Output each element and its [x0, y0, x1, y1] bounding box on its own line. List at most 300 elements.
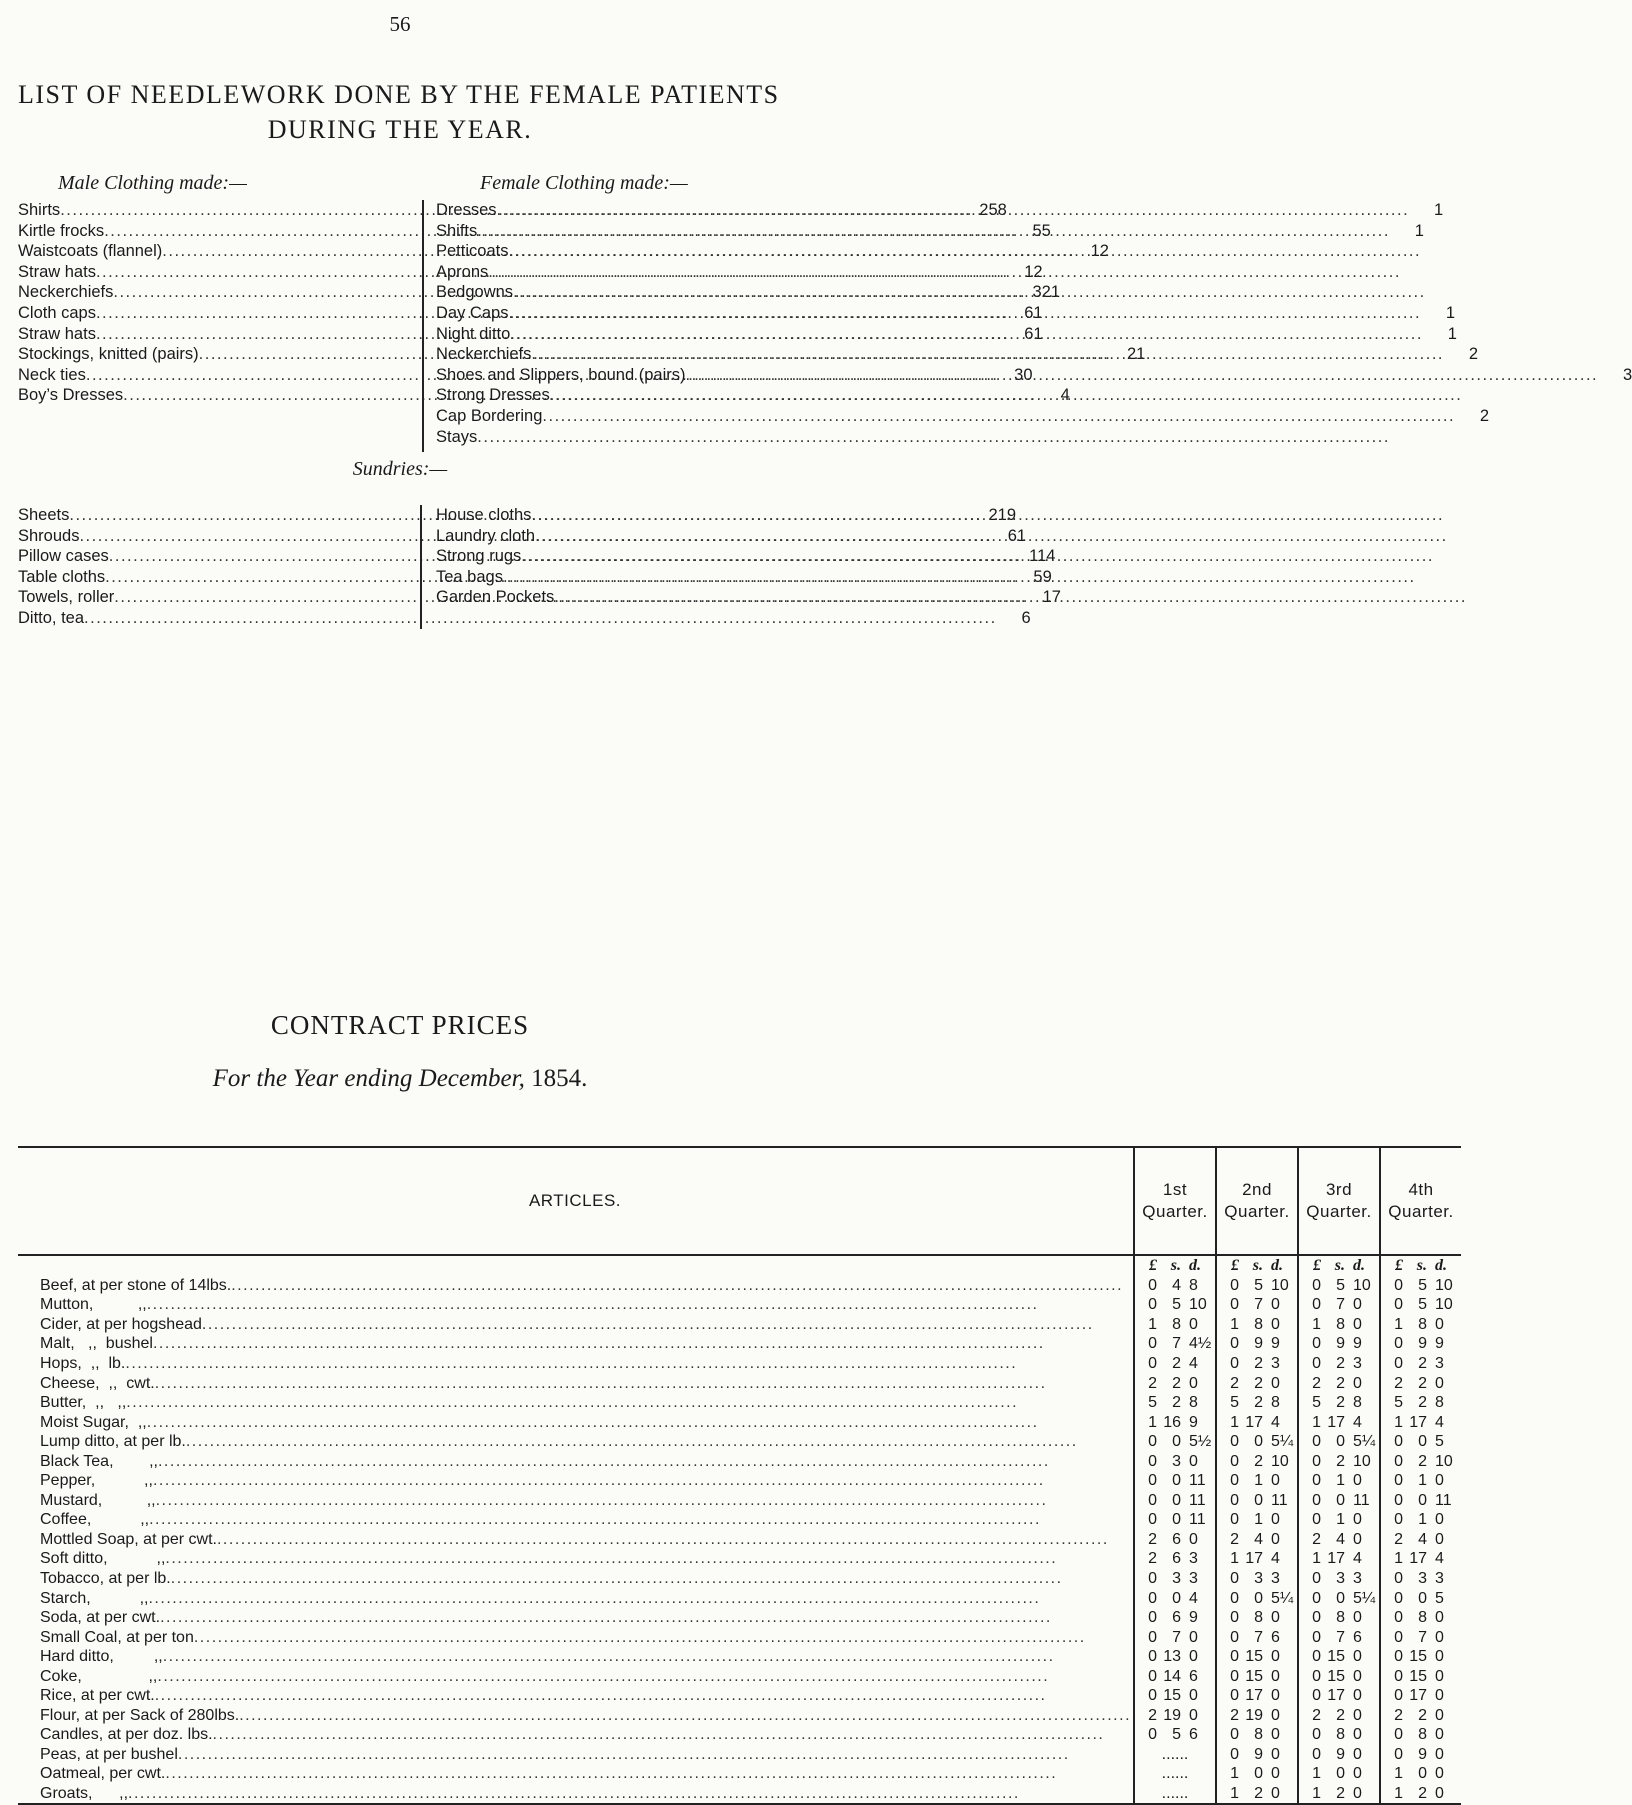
price-pounds: 0	[1148, 1570, 1158, 1588]
price-pounds: 1	[1394, 1413, 1404, 1431]
dot-leader	[171, 1569, 1131, 1588]
price-shillings: 15	[1245, 1648, 1264, 1666]
price-pence: 0	[1435, 1315, 1444, 1333]
price-pounds: 2	[1230, 1374, 1240, 1392]
price-pounds: 0	[1312, 1355, 1322, 1372]
article-cell	[18, 1276, 1134, 1296]
price-q4	[1380, 1315, 1461, 1335]
price-shillings: 6	[1172, 1609, 1182, 1627]
price-q1	[1134, 1764, 1216, 1784]
price-shillings: 17	[1327, 1413, 1346, 1431]
dot-leader	[513, 282, 1426, 303]
price-q1	[1134, 1549, 1216, 1569]
price-q4	[1380, 1354, 1461, 1374]
dot-leader	[178, 1745, 1131, 1764]
sundries.left-item-label: Ditto, tea	[18, 608, 85, 627]
price-q1	[1134, 1569, 1216, 1589]
currency-pence: d.	[1271, 1257, 1284, 1275]
price-blank: ......	[1161, 1745, 1189, 1763]
article	[18, 1628, 1131, 1647]
female.items-item-label: Shifts	[436, 221, 478, 240]
price-q2	[1216, 1451, 1298, 1471]
male.items-item-label: Waistcoats (flannel)	[18, 242, 163, 261]
price-pence: 3	[1271, 1570, 1280, 1588]
price-shillings: 3	[1418, 1570, 1428, 1588]
table-row	[18, 1784, 1461, 1805]
article-name: Rice, at per cwt.	[40, 1687, 155, 1705]
table-row	[18, 1471, 1461, 1491]
for-year-line	[0, 1065, 800, 1093]
price-q2	[1216, 1745, 1298, 1765]
table-row	[18, 1295, 1461, 1315]
article	[18, 1706, 1131, 1725]
article-name: Malt, ,, bushel	[40, 1335, 153, 1353]
article-name: Beef, at per stone of 14lbs.	[40, 1276, 232, 1294]
price-pence: 4	[1435, 1550, 1444, 1568]
article	[18, 1432, 1131, 1451]
price-pence: 0	[1353, 1726, 1362, 1744]
price-pounds: 0	[1394, 1335, 1404, 1353]
price-pence: 0	[1435, 1765, 1444, 1783]
price-pounds: 0	[1230, 1355, 1240, 1372]
price-shillings: 1	[1418, 1472, 1428, 1490]
price-pounds: 1	[1230, 1765, 1240, 1783]
price-pounds: 0	[1230, 1511, 1240, 1529]
price-q4	[1380, 1745, 1461, 1765]
currency-header	[1298, 1255, 1380, 1276]
price-shillings: 8	[1254, 1726, 1264, 1744]
price-shillings: 8	[1418, 1726, 1428, 1744]
price-shillings: 2	[1254, 1785, 1264, 1803]
page-title: LIST OF NEEDLEWORK DONE BY THE FEMALE PATIENTS	[18, 80, 780, 109]
article-cell	[18, 1432, 1134, 1452]
price-shillings: 2	[1336, 1452, 1346, 1470]
article	[18, 1589, 1131, 1608]
dot-leader	[239, 1706, 1131, 1725]
price-q4	[1380, 1725, 1461, 1745]
price-q4	[1380, 1706, 1461, 1726]
price-q1	[1134, 1725, 1216, 1745]
article-name: Coke, ,,	[40, 1667, 158, 1685]
article-cell	[18, 1764, 1134, 1784]
price-pence: 0	[1189, 1706, 1198, 1724]
article-cell	[18, 1334, 1134, 1354]
female.items-item-count: 1	[1414, 221, 1424, 240]
dot-leader	[217, 1530, 1131, 1549]
table-row	[18, 1745, 1461, 1765]
price-pounds: 0	[1148, 1433, 1158, 1451]
price-pounds: 0	[1394, 1667, 1404, 1685]
article-name: Soft ditto, ,,	[40, 1550, 166, 1568]
price-pence: 0	[1435, 1745, 1444, 1763]
female.items-item-label: Strong Dresses	[436, 386, 550, 405]
price-pounds: 0	[1312, 1667, 1322, 1685]
contract-prices-table	[18, 1146, 1461, 1805]
price-pence: 0	[1271, 1530, 1280, 1548]
price-pence: 0	[1435, 1530, 1444, 1548]
price-pounds: 0	[1394, 1296, 1404, 1314]
price-q1	[1134, 1608, 1216, 1628]
price-pence: 10	[1353, 1452, 1371, 1470]
price-pounds: 0	[1394, 1628, 1404, 1646]
price-pence: 5¼	[1353, 1589, 1376, 1607]
article-name: Moist Sugar, ,,	[40, 1413, 147, 1431]
currency-pence: d.	[1435, 1257, 1448, 1275]
article-name: Candles, at per doz. lbs.	[40, 1726, 213, 1744]
male.items-item-count: 12	[1090, 242, 1109, 261]
price-pence: 5	[1435, 1589, 1444, 1607]
price-shillings: 2	[1254, 1355, 1264, 1372]
price-pounds: 0	[1148, 1355, 1158, 1372]
sundries.left-item-label: Towels, roller	[18, 588, 115, 607]
female.items-item-label: Neckerchiefs	[436, 345, 532, 364]
dot-leader	[153, 1334, 1131, 1353]
price-shillings: 2	[1254, 1394, 1264, 1412]
price-pounds: 1	[1312, 1765, 1322, 1783]
price-pounds: 2	[1394, 1530, 1404, 1548]
price-pounds: 0	[1312, 1276, 1322, 1294]
price-q3	[1298, 1451, 1380, 1471]
price-pounds: 0	[1394, 1609, 1404, 1627]
price-shillings: 0	[1336, 1433, 1346, 1451]
article	[18, 1725, 1131, 1744]
price-shillings: 9	[1418, 1335, 1428, 1353]
article-name: Oatmeal, per cwt.	[40, 1765, 166, 1783]
article-cell	[18, 1354, 1134, 1374]
price-q2	[1216, 1588, 1298, 1608]
dot-leader	[148, 1589, 1131, 1608]
dot-leader	[125, 1354, 1131, 1373]
price-shillings: 8	[1336, 1726, 1346, 1744]
price-pounds: 2	[1312, 1374, 1322, 1392]
female.items-item	[436, 241, 800, 262]
price-q3	[1298, 1295, 1380, 1315]
price-q1	[1134, 1315, 1216, 1335]
price-shillings: 2	[1172, 1355, 1182, 1372]
article-name: Butter, ,, ,,	[40, 1394, 127, 1412]
price-shillings: 15	[1327, 1667, 1346, 1685]
price-shillings: 8	[1336, 1315, 1346, 1333]
currency-pence: d.	[1353, 1257, 1366, 1275]
price-q4	[1380, 1295, 1461, 1315]
article-cell	[18, 1569, 1134, 1589]
price-shillings: 8	[1254, 1609, 1264, 1627]
price-pounds: 0	[1230, 1589, 1240, 1607]
price-shillings: 2	[1418, 1394, 1428, 1412]
price-pence: 0	[1353, 1315, 1362, 1333]
price-q4	[1380, 1412, 1461, 1432]
article	[18, 1745, 1131, 1764]
price-pence: 0	[1271, 1706, 1280, 1724]
price-pence: 0	[1189, 1374, 1198, 1392]
price-pence: 11	[1189, 1511, 1206, 1529]
price-pounds: 1	[1312, 1550, 1322, 1568]
table-row	[18, 1686, 1461, 1706]
price-pounds: 2	[1394, 1374, 1404, 1392]
price-q3	[1298, 1315, 1380, 1335]
price-pounds: 0	[1230, 1570, 1240, 1588]
female.items-item-label: Stays	[436, 427, 478, 446]
sundries.left-item-count: 59	[1033, 567, 1052, 586]
female.items-item	[436, 427, 800, 448]
price-pounds: 5	[1230, 1394, 1240, 1412]
price-q3	[1298, 1334, 1380, 1354]
article-name: Starch, ,,	[40, 1589, 149, 1607]
price-q2	[1216, 1686, 1298, 1706]
price-pence: 0	[1435, 1785, 1444, 1803]
price-pounds: 2	[1148, 1550, 1158, 1568]
price-shillings: 0	[1418, 1765, 1428, 1783]
article-cell	[18, 1608, 1134, 1628]
article-name: Tobacco, at per lb.	[40, 1570, 171, 1588]
price-q1	[1134, 1530, 1216, 1550]
male.items-item-count: 4	[1060, 386, 1070, 405]
price-pounds: 0	[1148, 1687, 1158, 1705]
price-pounds: 0	[1312, 1648, 1322, 1666]
article	[18, 1686, 1131, 1705]
article	[18, 1276, 1131, 1295]
price-q4	[1380, 1510, 1461, 1530]
price-pounds: 0	[1394, 1687, 1404, 1705]
price-shillings: 2	[1254, 1452, 1264, 1470]
price-pounds: 0	[1148, 1472, 1158, 1490]
price-shillings: 15	[1245, 1667, 1264, 1685]
currency-pounds: £	[1395, 1257, 1404, 1275]
price-q2	[1216, 1334, 1298, 1354]
page-subtitle: DURING THE YEAR.	[267, 115, 533, 144]
price-pounds: 0	[1394, 1452, 1404, 1470]
article	[18, 1491, 1131, 1510]
price-pence: 10	[1435, 1276, 1453, 1294]
price-q3	[1298, 1784, 1380, 1805]
price-pence: 0	[1271, 1726, 1280, 1744]
price-q3	[1298, 1569, 1380, 1589]
price-shillings: 1	[1254, 1511, 1264, 1529]
price-shillings: 7	[1336, 1628, 1346, 1646]
price-pounds: 0	[1312, 1726, 1322, 1744]
sundries.right-item-label: House cloths	[436, 506, 532, 524]
price-shillings: 0	[1336, 1765, 1346, 1783]
price-q3	[1298, 1647, 1380, 1667]
price-pence: 9	[1189, 1413, 1198, 1431]
price-pounds: 0	[1312, 1296, 1322, 1314]
price-pounds: 2	[1148, 1530, 1158, 1548]
female.items-item	[436, 282, 800, 303]
male.items-item-count: 61	[1024, 303, 1043, 322]
price-shillings: 1	[1336, 1472, 1346, 1490]
price-pounds: 0	[1148, 1276, 1158, 1294]
price-pence: 0	[1435, 1706, 1444, 1724]
article-cell	[18, 1295, 1134, 1315]
price-shillings: 3	[1336, 1570, 1346, 1588]
price-pounds: 0	[1312, 1491, 1322, 1509]
price-q3	[1298, 1373, 1380, 1393]
price-pounds: 1	[1394, 1785, 1404, 1803]
price-q3	[1298, 1510, 1380, 1530]
table-row	[18, 1569, 1461, 1589]
article	[18, 1334, 1131, 1353]
price-shillings: 17	[1245, 1550, 1264, 1568]
male.items-item-count: 21	[1126, 345, 1146, 364]
price-shillings: 17	[1409, 1550, 1428, 1568]
price-pounds: 0	[1394, 1589, 1404, 1607]
price-q2	[1216, 1725, 1298, 1745]
price-pence: 0	[1353, 1374, 1362, 1392]
price-pence: 11	[1353, 1491, 1370, 1509]
price-pence: 10	[1271, 1452, 1289, 1470]
female.items-item-label: Dresses	[436, 201, 497, 219]
article	[18, 1530, 1131, 1549]
price-pence: 4	[1189, 1589, 1198, 1607]
dot-leader	[213, 1725, 1131, 1744]
table-row	[18, 1647, 1461, 1667]
currency-shillings: s.	[1334, 1257, 1346, 1275]
price-pounds: 0	[1230, 1628, 1240, 1646]
price-q1	[1134, 1510, 1216, 1530]
article-name: Hard ditto, ,,	[40, 1648, 163, 1666]
price-pounds: 2	[1230, 1530, 1240, 1548]
price-pounds: 0	[1394, 1433, 1404, 1451]
price-q4	[1380, 1666, 1461, 1686]
article-cell	[18, 1393, 1134, 1413]
dot-leader	[153, 1471, 1131, 1490]
price-q1	[1134, 1471, 1216, 1491]
price-pence: 0	[1353, 1530, 1362, 1548]
article-cell	[18, 1491, 1134, 1511]
price-pounds: 0	[1312, 1452, 1322, 1470]
price-q3	[1298, 1471, 1380, 1491]
sundries.left-item-label: Sheets	[18, 506, 70, 524]
price-pence: 0	[1271, 1374, 1280, 1392]
dot-leader	[477, 221, 1390, 242]
price-pounds: 0	[1148, 1726, 1158, 1744]
price-shillings: 0	[1254, 1491, 1264, 1509]
article-cell	[18, 1549, 1134, 1569]
price-pence: 5¼	[1353, 1433, 1376, 1451]
price-pounds: 5	[1148, 1394, 1158, 1412]
price-pounds: 0	[1230, 1335, 1240, 1353]
sundries.left-item-label: Shrouds	[18, 526, 80, 545]
price-pence: 11	[1271, 1491, 1288, 1509]
price-pence: 0	[1435, 1667, 1444, 1685]
price-pounds: 0	[1148, 1511, 1158, 1529]
article	[18, 1549, 1131, 1568]
price-q3	[1298, 1276, 1380, 1296]
price-pence: 3	[1189, 1550, 1198, 1568]
currency-row	[18, 1255, 1461, 1276]
currency-header	[1134, 1255, 1216, 1276]
price-shillings: 7	[1254, 1296, 1264, 1314]
article-name: Groats, ,,	[40, 1785, 129, 1803]
female.items-item	[436, 262, 800, 283]
price-shillings: 7	[1172, 1335, 1182, 1353]
price-pence: 0	[1435, 1472, 1444, 1490]
article	[18, 1647, 1131, 1666]
price-q3	[1298, 1432, 1380, 1452]
price-shillings: 13	[1163, 1648, 1182, 1666]
price-pence: 0	[1271, 1687, 1280, 1705]
price-pence: 3	[1353, 1570, 1362, 1588]
female.items-item-label: Shoes and Slippers, bound (pairs)	[436, 365, 686, 384]
price-q4	[1380, 1784, 1461, 1805]
price-pence: 0	[1435, 1609, 1444, 1627]
dot-leader	[156, 1491, 1131, 1510]
price-shillings: 5	[1172, 1726, 1182, 1744]
article-cell	[18, 1315, 1134, 1335]
article	[18, 1393, 1131, 1412]
article-name: Mustard, ,,	[40, 1491, 156, 1509]
price-shillings: 17	[1409, 1687, 1428, 1705]
price-shillings: 9	[1418, 1745, 1428, 1763]
table-row	[18, 1706, 1461, 1726]
price-pounds: 2	[1230, 1706, 1240, 1724]
article-name: Peas, at per bushel	[40, 1745, 178, 1763]
price-blank: ......	[1161, 1765, 1189, 1783]
header-q1: 1st Quarter.	[1134, 1147, 1216, 1255]
article	[18, 1667, 1131, 1686]
dot-leader	[158, 1452, 1131, 1471]
price-pounds: 0	[1394, 1472, 1404, 1490]
price-q4	[1380, 1334, 1461, 1354]
female.items-item-count: 2	[1468, 345, 1479, 364]
sundries-divider	[420, 505, 422, 629]
table-row	[18, 1666, 1461, 1686]
price-pounds: 0	[1394, 1511, 1404, 1529]
price-q3	[1298, 1354, 1380, 1374]
dot-leader	[542, 406, 1455, 427]
article-name: Pepper, ,,	[40, 1472, 153, 1490]
price-pence: 6	[1353, 1628, 1362, 1646]
price-q1	[1134, 1647, 1216, 1667]
sundries.left-item-count: 61	[1007, 526, 1027, 545]
currency-pence: d.	[1189, 1257, 1202, 1275]
currency-shillings: s.	[1416, 1257, 1428, 1275]
dot-leader	[531, 505, 1444, 526]
male.items-item-label: Straw hats	[18, 324, 96, 343]
price-pence: 0	[1271, 1511, 1280, 1529]
price-pence: 0	[1189, 1452, 1198, 1470]
price-pounds: 0	[1148, 1648, 1158, 1666]
male.items-item-label: Stockings, knitted (pairs)	[18, 345, 199, 364]
price-pence: 0	[1353, 1472, 1362, 1490]
dot-leader	[186, 1432, 1131, 1451]
price-pence: 0	[1271, 1667, 1280, 1685]
article-cell	[18, 1725, 1134, 1745]
sundries.left-item-count: 114	[1029, 547, 1056, 566]
article-name: Lump ditto, at per lb.	[40, 1433, 186, 1451]
price-pounds: 0	[1148, 1296, 1158, 1314]
table-row	[18, 1627, 1461, 1647]
price-pounds: 0	[1312, 1687, 1322, 1705]
price-q2	[1216, 1373, 1298, 1393]
price-pounds: 5	[1312, 1394, 1322, 1412]
price-q2	[1216, 1412, 1298, 1432]
price-shillings: 3	[1172, 1452, 1182, 1470]
article-cell	[18, 1745, 1134, 1765]
price-pounds: 0	[1394, 1491, 1404, 1509]
table-row	[18, 1276, 1461, 1296]
article-cell	[18, 1627, 1134, 1647]
price-pence: 0	[1353, 1511, 1362, 1529]
price-shillings: 2	[1172, 1394, 1182, 1412]
price-pence: 9	[1271, 1335, 1280, 1353]
price-shillings: 7	[1172, 1628, 1182, 1646]
price-shillings: 7	[1336, 1296, 1346, 1314]
price-pounds: 0	[1230, 1296, 1240, 1314]
price-pence: 3	[1353, 1355, 1362, 1372]
article-cell	[18, 1706, 1134, 1726]
price-pence: 0	[1353, 1609, 1362, 1627]
